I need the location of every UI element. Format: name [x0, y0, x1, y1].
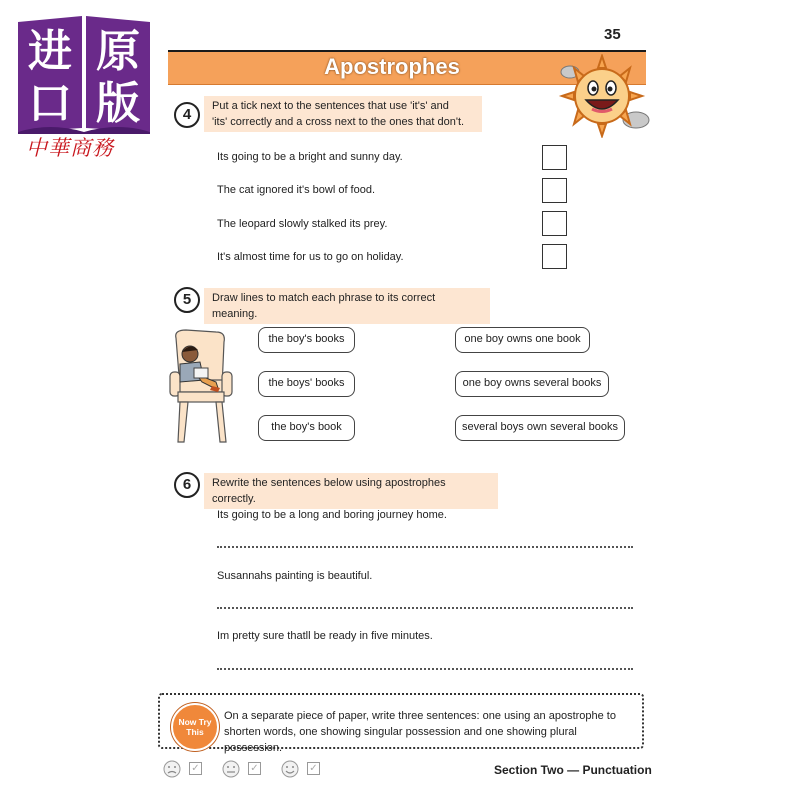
- tick-box[interactable]: [542, 211, 567, 236]
- page-number: 35: [604, 26, 621, 43]
- q4-sentence: Its going to be a bright and sunny day.: [217, 151, 403, 163]
- publisher-logo: [14, 14, 154, 134]
- q6-sentence: Im pretty sure thatll be ready in five minutes.: [217, 630, 433, 642]
- page-title: Apostrophes: [324, 54, 460, 79]
- self-check-box[interactable]: ✓: [307, 762, 320, 775]
- question-number: 6: [174, 472, 200, 498]
- tick-box[interactable]: [542, 178, 567, 203]
- logo-char-3: 口: [28, 78, 72, 129]
- logo-char-1: 进: [28, 26, 72, 77]
- question-number: 5: [174, 287, 200, 313]
- q4-sentence: The leopard slowly stalked its prey.: [217, 218, 388, 230]
- now-try-this-text: On a separate piece of paper, write three sentences: one using an apostrophe to shorten words, one showing singular possession and one showing plural possession.: [224, 710, 616, 754]
- question-number: 4: [174, 102, 200, 128]
- q4-sentence: The cat ignored it's bowl of food.: [217, 184, 376, 196]
- meaning-box[interactable]: one boy owns one book: [455, 327, 590, 353]
- q4-sentence: It's almost time for us to go on holiday.: [217, 251, 404, 263]
- logo-script-text: 中華商務: [26, 136, 114, 160]
- happy-face-icon: [281, 760, 299, 778]
- neutral-face-icon: [222, 760, 240, 778]
- self-check-box[interactable]: ✓: [248, 762, 261, 775]
- answer-line[interactable]: [217, 546, 633, 548]
- badge-line: Now Try: [178, 717, 212, 727]
- answer-line[interactable]: [217, 607, 633, 609]
- answer-line[interactable]: [217, 668, 633, 670]
- phrase-box[interactable]: the boy's book: [258, 415, 355, 441]
- question-5-prompt: Draw lines to match each phrase to its correct meaning.: [204, 288, 490, 324]
- prompt-line: Put a tick next to the sentences that use 'it's' and: [212, 100, 449, 112]
- logo-char-4: 版: [96, 78, 140, 129]
- q6-sentence: Susannahs painting is beautiful.: [217, 570, 373, 582]
- boy-reading-chair-illustration: [166, 328, 240, 446]
- sun-mascot-icon: [556, 54, 652, 138]
- section-footer: Section Two — Punctuation: [494, 763, 652, 777]
- meaning-box[interactable]: one boy owns several books: [455, 371, 609, 397]
- self-check-box[interactable]: ✓: [189, 762, 202, 775]
- question-6-prompt: Rewrite the sentences below using apostrophes correctly.: [204, 473, 498, 509]
- meaning-box[interactable]: several boys own several books: [455, 415, 625, 441]
- q6-sentence: Its going to be a long and boring journey home.: [217, 509, 447, 521]
- tick-box[interactable]: [542, 145, 567, 170]
- phrase-box[interactable]: the boys' books: [258, 371, 355, 397]
- now-try-this-badge: [171, 703, 219, 751]
- prompt-line: 'its' correctly and a cross next to the ones that don't.: [212, 116, 465, 128]
- question-4-prompt: [204, 96, 482, 132]
- sad-face-icon: [163, 760, 181, 778]
- tick-box[interactable]: [542, 244, 567, 269]
- badge-line: This: [186, 727, 204, 737]
- logo-char-2: 原: [96, 26, 140, 77]
- phrase-box[interactable]: the boy's books: [258, 327, 355, 353]
